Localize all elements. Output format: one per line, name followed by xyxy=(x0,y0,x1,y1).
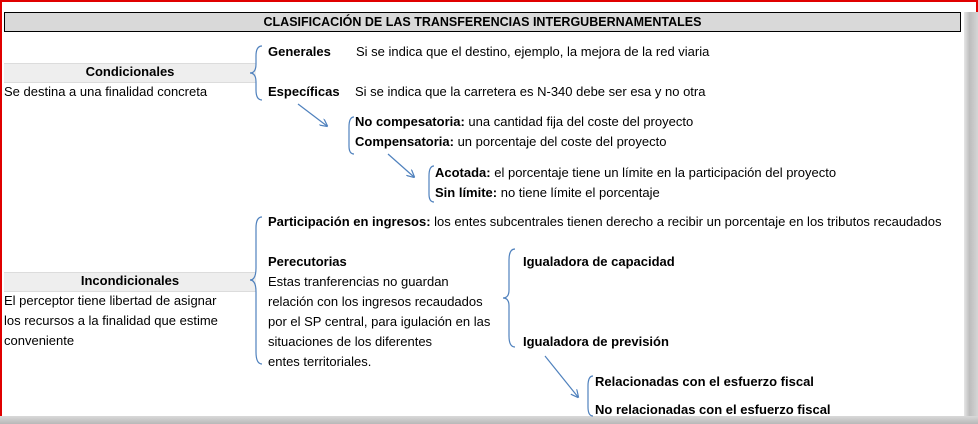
sin-limite-label: Sin límite: xyxy=(435,185,498,200)
arrow-especificas xyxy=(298,104,327,126)
no-compensatoria-text: una cantidad fija del coste del proyecto xyxy=(464,114,694,129)
incondicionales-description-line-3: conveniente xyxy=(4,333,75,348)
compensatoria-row xyxy=(355,132,666,152)
incondicionales-heading: Incondicionales xyxy=(80,273,180,288)
sin-limite-text: no tiene límite el porcentaje xyxy=(497,185,660,200)
no-compensatoria-label: No compesatoria: xyxy=(355,114,465,129)
perecutorias-line-3: por el SP central, para igulación en las xyxy=(268,314,491,329)
perecutorias-line-5: entes territoriales. xyxy=(268,354,372,369)
page-title: CLASIFICACIÓN DE LAS TRANSFERENCIAS INTERGUBERNAMENTALES xyxy=(4,12,961,32)
sin-limite-row xyxy=(435,183,660,203)
perecutorias-label: Perecutorias xyxy=(268,254,347,269)
acotada-label: Acotada: xyxy=(435,165,491,180)
bracket-acotada xyxy=(429,166,434,202)
generales-text: Si se indica que el destino, ejemplo, la mejora de la red viaria xyxy=(356,44,710,59)
no-compensatoria-row xyxy=(355,112,693,132)
acotada-text: el porcentaje tiene un límite en la participación del proyecto xyxy=(490,165,837,180)
perecutorias-line-4: situaciones de los diferentes xyxy=(268,334,433,349)
participacion-text: los entes subcentrales tienen derecho a recibir un porcentaje en los tributos recaudados xyxy=(430,214,942,229)
compensatoria-text: un porcentaje del coste del proyecto xyxy=(453,134,667,149)
incondicionales-description-line-2: los recursos a la finalidad que estime xyxy=(4,313,218,328)
no-relacionadas-esfuerzo: No relacionadas con el esfuerzo fiscal xyxy=(595,402,831,417)
perecutorias-line-2: relación con los ingresos recaudados xyxy=(268,294,483,309)
bracket-compensatoria xyxy=(349,117,354,154)
arrow-prevision xyxy=(545,356,578,397)
generales-label: Generales xyxy=(268,44,331,59)
igualadora-capacidad: Igualadora de capacidad xyxy=(523,254,675,269)
compensatoria-label: Compensatoria: xyxy=(355,134,454,149)
relacionadas-esfuerzo: Relacionadas con el esfuerzo fiscal xyxy=(595,374,814,389)
especificas-text: Si se indica que la carretera es N-340 debe ser esa y no otra xyxy=(355,84,706,99)
condicionales-heading: Condicionales xyxy=(85,64,175,79)
brace-perecutorias xyxy=(503,249,515,347)
bracket-esfuerzo xyxy=(588,376,593,416)
perecutorias-line-1: Estas tranferencias no guardan xyxy=(268,274,449,289)
igualadora-prevision: Igualadora de previsión xyxy=(523,334,669,349)
especificas-label: Específicas xyxy=(268,84,340,99)
acotada-row xyxy=(435,163,836,183)
condicionales-description: Se destina a una finalidad concreta xyxy=(4,84,208,99)
arrow-compensatoria xyxy=(388,154,414,177)
participacion-label: Participación en ingresos: xyxy=(268,214,431,229)
participacion-row xyxy=(268,212,941,232)
incondicionales-description-line-1: El perceptor tiene libertad de asignar xyxy=(4,293,217,308)
